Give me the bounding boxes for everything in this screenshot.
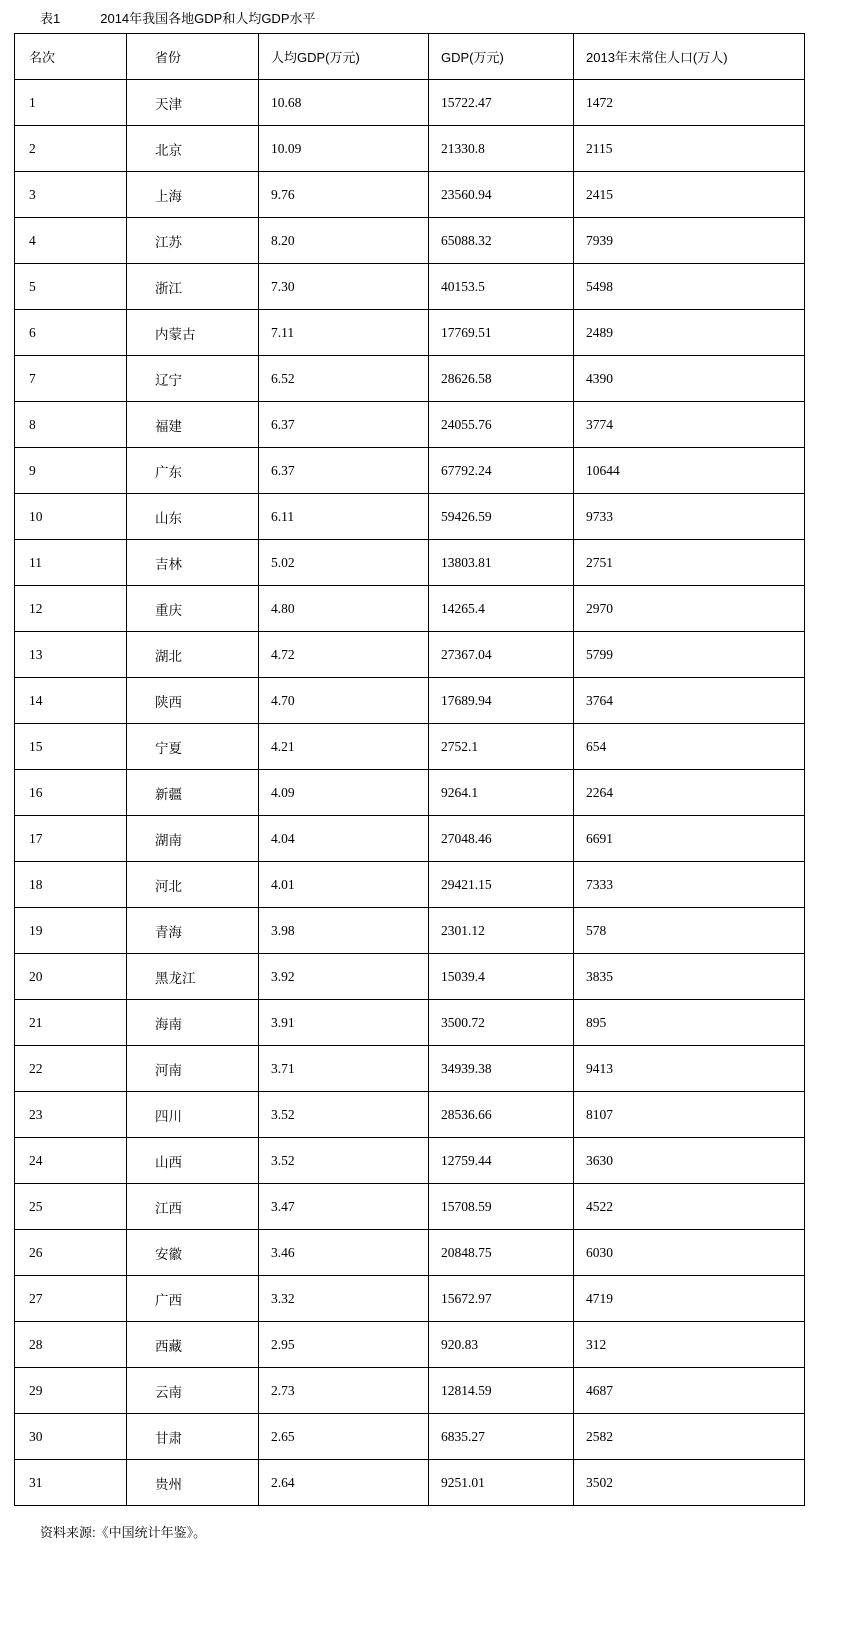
cell-population: 2970 (574, 586, 805, 632)
cell-gdp: 27367.04 (429, 632, 574, 678)
table-caption-label: 表1 (40, 11, 61, 26)
cell-gdp-per-capita: 3.47 (259, 1184, 429, 1230)
cell-rank: 17 (15, 816, 127, 862)
cell-gdp-per-capita: 4.70 (259, 678, 429, 724)
table-row (15, 586, 805, 632)
table-row (15, 1230, 805, 1276)
column-header-rank: 名次 (15, 34, 127, 80)
cell-gdp-per-capita: 10.68 (259, 80, 429, 126)
table-row (15, 126, 805, 172)
cell-rank: 13 (15, 632, 127, 678)
cell-population: 2751 (574, 540, 805, 586)
cell-population: 578 (574, 908, 805, 954)
cell-rank: 30 (15, 1414, 127, 1460)
cell-rank: 14 (15, 678, 127, 724)
cell-gdp-per-capita: 3.92 (259, 954, 429, 1000)
cell-gdp-per-capita: 3.71 (259, 1046, 429, 1092)
cell-gdp-per-capita: 6.11 (259, 494, 429, 540)
cell-province: 甘肃 (127, 1414, 259, 1460)
cell-gdp-per-capita: 7.11 (259, 310, 429, 356)
table-caption-title: 2014年我国各地GDP和人均GDP水平 (100, 11, 316, 26)
table-caption (0, 0, 862, 33)
cell-province: 河南 (127, 1046, 259, 1092)
table-body (15, 80, 805, 1506)
cell-gdp-per-capita: 4.04 (259, 816, 429, 862)
cell-gdp-per-capita: 8.20 (259, 218, 429, 264)
cell-population: 2415 (574, 172, 805, 218)
cell-gdp: 15672.97 (429, 1276, 574, 1322)
table-row (15, 678, 805, 724)
cell-province: 上海 (127, 172, 259, 218)
table-row (15, 494, 805, 540)
cell-gdp: 67792.24 (429, 448, 574, 494)
cell-gdp-per-capita: 2.65 (259, 1414, 429, 1460)
table-row (15, 1000, 805, 1046)
table-row (15, 1184, 805, 1230)
cell-province: 山东 (127, 494, 259, 540)
cell-population: 6691 (574, 816, 805, 862)
table-header-row (15, 34, 805, 80)
cell-rank: 23 (15, 1092, 127, 1138)
cell-rank: 11 (15, 540, 127, 586)
column-header-province: 省份 (127, 34, 259, 80)
table-row (15, 310, 805, 356)
cell-province: 湖北 (127, 632, 259, 678)
table-row (15, 724, 805, 770)
cell-gdp: 12814.59 (429, 1368, 574, 1414)
cell-gdp-per-capita: 6.52 (259, 356, 429, 402)
cell-gdp: 9251.01 (429, 1460, 574, 1506)
cell-population: 654 (574, 724, 805, 770)
cell-population: 2582 (574, 1414, 805, 1460)
column-header-gdp-per-capita: 人均GDP(万元) (259, 34, 429, 80)
cell-population: 4522 (574, 1184, 805, 1230)
column-header-gdp: GDP(万元) (429, 34, 574, 80)
cell-rank: 25 (15, 1184, 127, 1230)
cell-province: 北京 (127, 126, 259, 172)
cell-gdp: 12759.44 (429, 1138, 574, 1184)
cell-rank: 2 (15, 126, 127, 172)
cell-population: 3502 (574, 1460, 805, 1506)
cell-gdp: 65088.32 (429, 218, 574, 264)
table-row (15, 448, 805, 494)
column-header-population: 2013年末常住人口(万人) (574, 34, 805, 80)
cell-population: 895 (574, 1000, 805, 1046)
cell-rank: 3 (15, 172, 127, 218)
cell-gdp-per-capita: 3.52 (259, 1092, 429, 1138)
cell-gdp-per-capita: 2.73 (259, 1368, 429, 1414)
cell-population: 3764 (574, 678, 805, 724)
cell-population: 3835 (574, 954, 805, 1000)
table-row (15, 1368, 805, 1414)
cell-rank: 10 (15, 494, 127, 540)
cell-rank: 9 (15, 448, 127, 494)
cell-province: 江苏 (127, 218, 259, 264)
cell-gdp: 28536.66 (429, 1092, 574, 1138)
cell-rank: 24 (15, 1138, 127, 1184)
cell-province: 辽宁 (127, 356, 259, 402)
cell-gdp-per-capita: 4.72 (259, 632, 429, 678)
cell-population: 3774 (574, 402, 805, 448)
cell-gdp: 9264.1 (429, 770, 574, 816)
table-row (15, 632, 805, 678)
cell-gdp-per-capita: 4.09 (259, 770, 429, 816)
cell-gdp: 920.83 (429, 1322, 574, 1368)
cell-population: 5799 (574, 632, 805, 678)
cell-gdp: 17689.94 (429, 678, 574, 724)
table-row (15, 1414, 805, 1460)
cell-gdp-per-capita: 3.98 (259, 908, 429, 954)
cell-rank: 22 (15, 1046, 127, 1092)
cell-province: 西藏 (127, 1322, 259, 1368)
cell-gdp: 23560.94 (429, 172, 574, 218)
table-row (15, 1092, 805, 1138)
cell-gdp: 2301.12 (429, 908, 574, 954)
cell-province: 天津 (127, 80, 259, 126)
cell-province: 内蒙古 (127, 310, 259, 356)
cell-rank: 5 (15, 264, 127, 310)
table-row (15, 954, 805, 1000)
table-row (15, 770, 805, 816)
cell-rank: 27 (15, 1276, 127, 1322)
cell-rank: 29 (15, 1368, 127, 1414)
cell-gdp-per-capita: 3.32 (259, 1276, 429, 1322)
cell-gdp: 15039.4 (429, 954, 574, 1000)
cell-gdp: 13803.81 (429, 540, 574, 586)
cell-gdp: 20848.75 (429, 1230, 574, 1276)
cell-province: 新疆 (127, 770, 259, 816)
cell-province: 宁夏 (127, 724, 259, 770)
table-row (15, 816, 805, 862)
cell-population: 2264 (574, 770, 805, 816)
cell-province: 贵州 (127, 1460, 259, 1506)
table-row (15, 540, 805, 586)
cell-rank: 4 (15, 218, 127, 264)
cell-rank: 19 (15, 908, 127, 954)
table-row (15, 218, 805, 264)
cell-population: 9733 (574, 494, 805, 540)
table-row (15, 264, 805, 310)
cell-population: 7939 (574, 218, 805, 264)
cell-rank: 31 (15, 1460, 127, 1506)
cell-gdp: 40153.5 (429, 264, 574, 310)
cell-gdp-per-capita: 4.80 (259, 586, 429, 632)
cell-province: 江西 (127, 1184, 259, 1230)
cell-gdp-per-capita: 9.76 (259, 172, 429, 218)
cell-rank: 26 (15, 1230, 127, 1276)
cell-gdp: 6835.27 (429, 1414, 574, 1460)
cell-population: 6030 (574, 1230, 805, 1276)
cell-gdp-per-capita: 6.37 (259, 402, 429, 448)
cell-gdp-per-capita: 7.30 (259, 264, 429, 310)
table-row (15, 908, 805, 954)
cell-gdp-per-capita: 3.52 (259, 1138, 429, 1184)
table-row (15, 1322, 805, 1368)
cell-rank: 18 (15, 862, 127, 908)
cell-population: 10644 (574, 448, 805, 494)
cell-gdp-per-capita: 2.95 (259, 1322, 429, 1368)
cell-province: 黑龙江 (127, 954, 259, 1000)
cell-gdp: 17769.51 (429, 310, 574, 356)
cell-gdp-per-capita: 2.64 (259, 1460, 429, 1506)
cell-province: 河北 (127, 862, 259, 908)
cell-population: 9413 (574, 1046, 805, 1092)
cell-population: 1472 (574, 80, 805, 126)
table-row (15, 1460, 805, 1506)
cell-gdp-per-capita: 3.91 (259, 1000, 429, 1046)
cell-province: 四川 (127, 1092, 259, 1138)
cell-province: 福建 (127, 402, 259, 448)
cell-gdp: 34939.38 (429, 1046, 574, 1092)
cell-gdp: 24055.76 (429, 402, 574, 448)
gdp-table (14, 33, 805, 1506)
cell-province: 湖南 (127, 816, 259, 862)
table-source-note: 资料来源:《中国统计年鉴》。 (40, 1525, 207, 1540)
cell-rank: 15 (15, 724, 127, 770)
cell-province: 陕西 (127, 678, 259, 724)
cell-province: 云南 (127, 1368, 259, 1414)
cell-population: 2115 (574, 126, 805, 172)
cell-population: 4390 (574, 356, 805, 402)
cell-gdp-per-capita: 4.01 (259, 862, 429, 908)
cell-population: 8107 (574, 1092, 805, 1138)
cell-province: 广东 (127, 448, 259, 494)
cell-gdp: 27048.46 (429, 816, 574, 862)
table-row (15, 80, 805, 126)
cell-gdp-per-capita: 6.37 (259, 448, 429, 494)
cell-gdp: 14265.4 (429, 586, 574, 632)
cell-population: 2489 (574, 310, 805, 356)
cell-gdp-per-capita: 3.46 (259, 1230, 429, 1276)
cell-province: 海南 (127, 1000, 259, 1046)
cell-gdp: 2752.1 (429, 724, 574, 770)
cell-population: 3630 (574, 1138, 805, 1184)
cell-province: 重庆 (127, 586, 259, 632)
cell-gdp-per-capita: 4.21 (259, 724, 429, 770)
cell-gdp: 21330.8 (429, 126, 574, 172)
cell-gdp: 59426.59 (429, 494, 574, 540)
cell-population: 5498 (574, 264, 805, 310)
cell-province: 山西 (127, 1138, 259, 1184)
cell-rank: 28 (15, 1322, 127, 1368)
cell-province: 浙江 (127, 264, 259, 310)
cell-gdp: 15708.59 (429, 1184, 574, 1230)
table-row (15, 172, 805, 218)
cell-rank: 6 (15, 310, 127, 356)
cell-rank: 1 (15, 80, 127, 126)
cell-population: 312 (574, 1322, 805, 1368)
cell-rank: 20 (15, 954, 127, 1000)
cell-rank: 16 (15, 770, 127, 816)
cell-gdp-per-capita: 10.09 (259, 126, 429, 172)
cell-rank: 21 (15, 1000, 127, 1046)
cell-rank: 12 (15, 586, 127, 632)
cell-gdp: 29421.15 (429, 862, 574, 908)
cell-rank: 8 (15, 402, 127, 448)
table-row (15, 1276, 805, 1322)
cell-rank: 7 (15, 356, 127, 402)
table-row (15, 1138, 805, 1184)
cell-province: 安徽 (127, 1230, 259, 1276)
cell-province: 吉林 (127, 540, 259, 586)
cell-gdp-per-capita: 5.02 (259, 540, 429, 586)
table-row (15, 356, 805, 402)
cell-gdp: 28626.58 (429, 356, 574, 402)
cell-gdp: 15722.47 (429, 80, 574, 126)
table-row (15, 402, 805, 448)
cell-population: 7333 (574, 862, 805, 908)
cell-gdp: 3500.72 (429, 1000, 574, 1046)
table-row (15, 1046, 805, 1092)
cell-population: 4719 (574, 1276, 805, 1322)
table-row (15, 862, 805, 908)
cell-province: 青海 (127, 908, 259, 954)
cell-province: 广西 (127, 1276, 259, 1322)
cell-population: 4687 (574, 1368, 805, 1414)
